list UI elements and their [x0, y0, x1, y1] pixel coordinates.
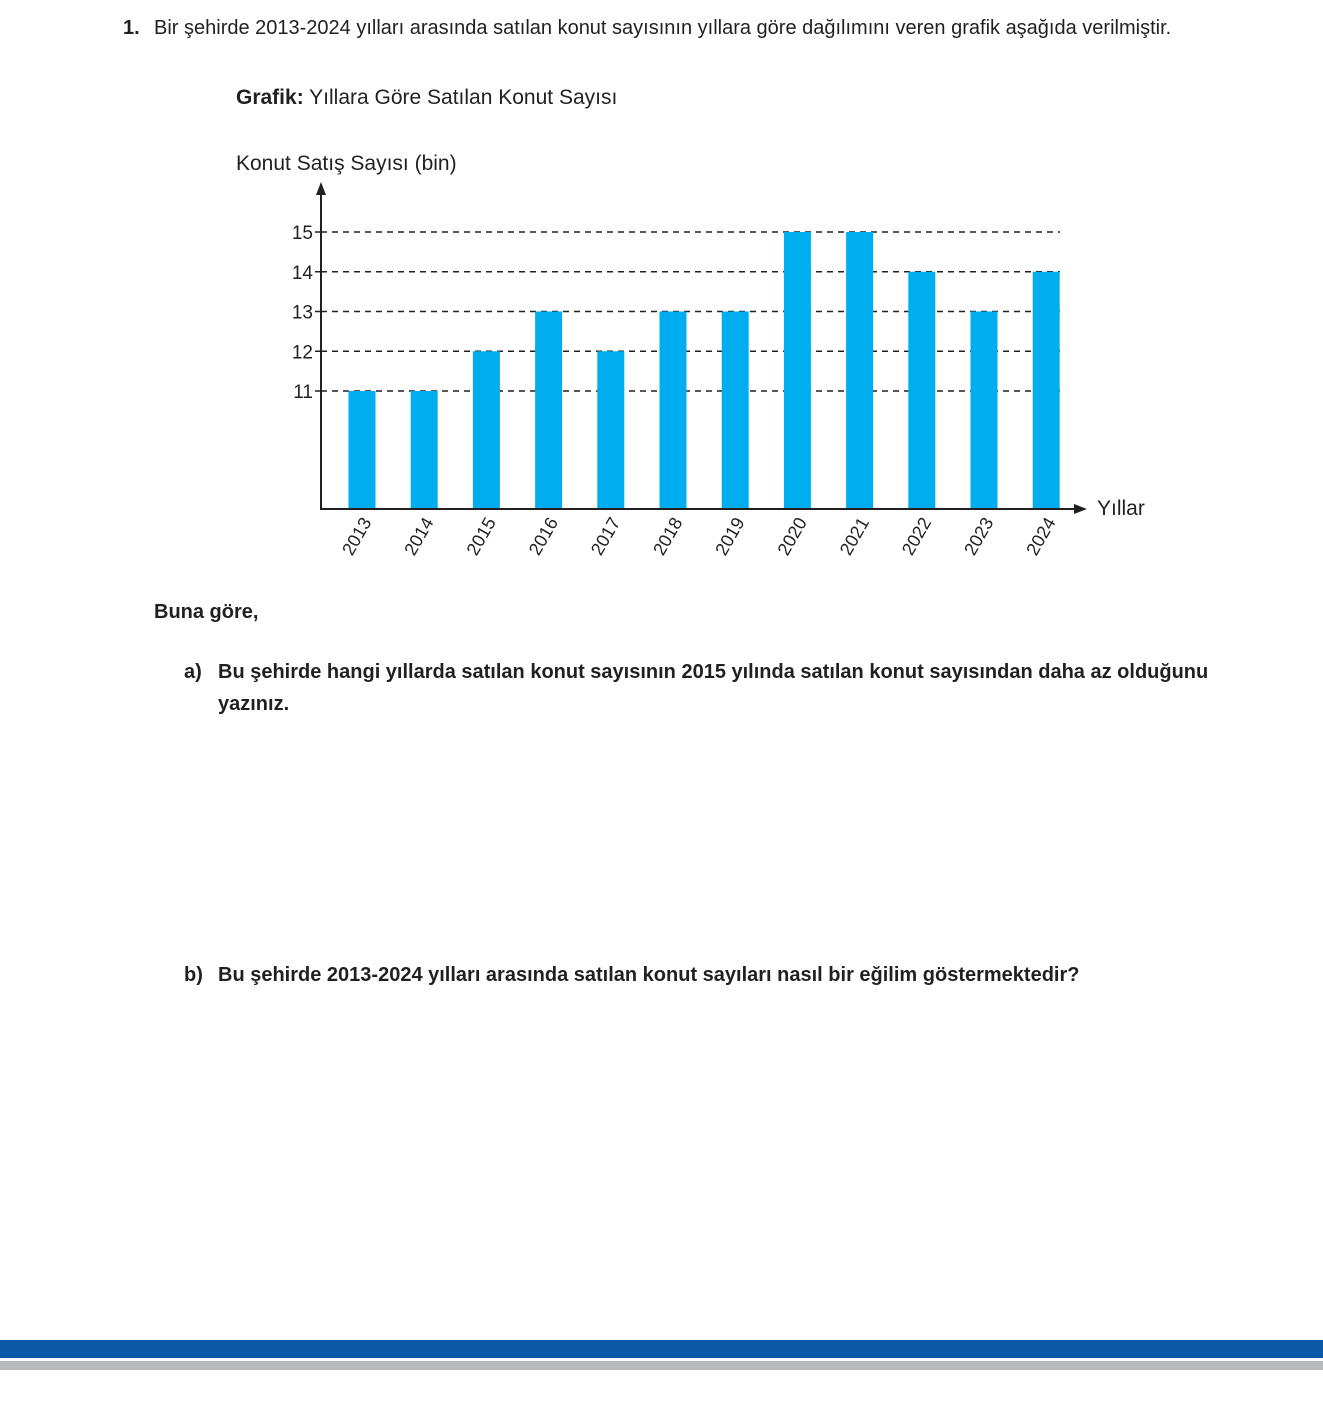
bar-2024	[1033, 272, 1060, 509]
y-tick-label: 11	[293, 382, 313, 403]
bar-2013	[349, 391, 376, 509]
subquestion-a	[184, 656, 1229, 720]
subquestion-b-text: Bu şehirde 2013-2024 yılları arasında satılan konut sayıları nasıl bir eğilim göstermektedir?	[218, 964, 1080, 986]
bar-2022	[908, 272, 935, 509]
gridlines	[321, 232, 1060, 391]
bar-2014	[411, 391, 438, 509]
x-tick-label-2015: 2015	[462, 514, 500, 559]
x-tick-label-2016: 2016	[524, 514, 563, 559]
subquestion-a-label: a)	[184, 661, 202, 683]
y-axis-label: Konut Satış Sayısı (bin)	[236, 152, 457, 175]
y-tick-label: 12	[291, 342, 313, 364]
y-tick-label: 13	[291, 302, 313, 324]
x-axis-arrow	[1074, 504, 1087, 514]
x-tick-label-2018: 2018	[649, 514, 687, 559]
y-tick-label: 15	[291, 223, 313, 244]
bar-2021	[846, 232, 873, 509]
bar-2017	[597, 351, 624, 509]
x-tick-label-2019: 2019	[711, 514, 749, 559]
subquestion-a-text: Bu şehirde hangi yıllarda satılan konut sayısının 2015 yılında satılan konut sayısından daha az olduğunu yazınız.	[218, 661, 1209, 715]
y-ticks	[292, 223, 321, 403]
y-tick-label: 14	[291, 262, 313, 284]
x-tick-label-2022: 2022	[897, 514, 936, 559]
bar-2023	[971, 312, 998, 510]
bar-2015	[473, 351, 500, 509]
x-tick-label-2024: 2024	[1022, 514, 1060, 559]
bar-2019	[722, 312, 749, 510]
x-tick-label-2014: 2014	[400, 514, 438, 559]
subquestion-b	[184, 959, 1229, 991]
x-tick-label-2013: 2013	[338, 514, 376, 559]
chart-caption-text: Yıllara Göre Satılan Konut Sayısı	[309, 86, 618, 109]
bar-2018	[660, 312, 687, 510]
chart-caption-label: Grafik:	[236, 86, 304, 109]
x-tick-labels	[338, 514, 1060, 559]
question-text: Bir şehirde 2013-2024 yılları arasında satılan konut sayısının yıllara göre dağılımını veren grafik aşağıda verilmiştir.	[154, 17, 1172, 39]
prompt-text: Buna göre,	[154, 601, 259, 623]
x-tick-label-2020: 2020	[773, 514, 811, 559]
footer-band-primary	[0, 1340, 1323, 1358]
y-axis-arrow	[316, 182, 326, 195]
x-tick-label-2023: 2023	[960, 514, 998, 559]
bar-chart	[0, 0, 1323, 600]
subquestion-b-label: b)	[184, 964, 203, 986]
x-tick-label-2021: 2021	[835, 514, 874, 559]
bars	[349, 232, 1060, 509]
question-number: 1.	[123, 17, 140, 39]
footer-band-secondary	[0, 1361, 1323, 1370]
x-axis-label: Yıllar	[1097, 497, 1145, 520]
bar-2016	[535, 312, 562, 510]
bar-2020	[784, 232, 811, 509]
x-tick-label-2017: 2017	[586, 514, 625, 559]
